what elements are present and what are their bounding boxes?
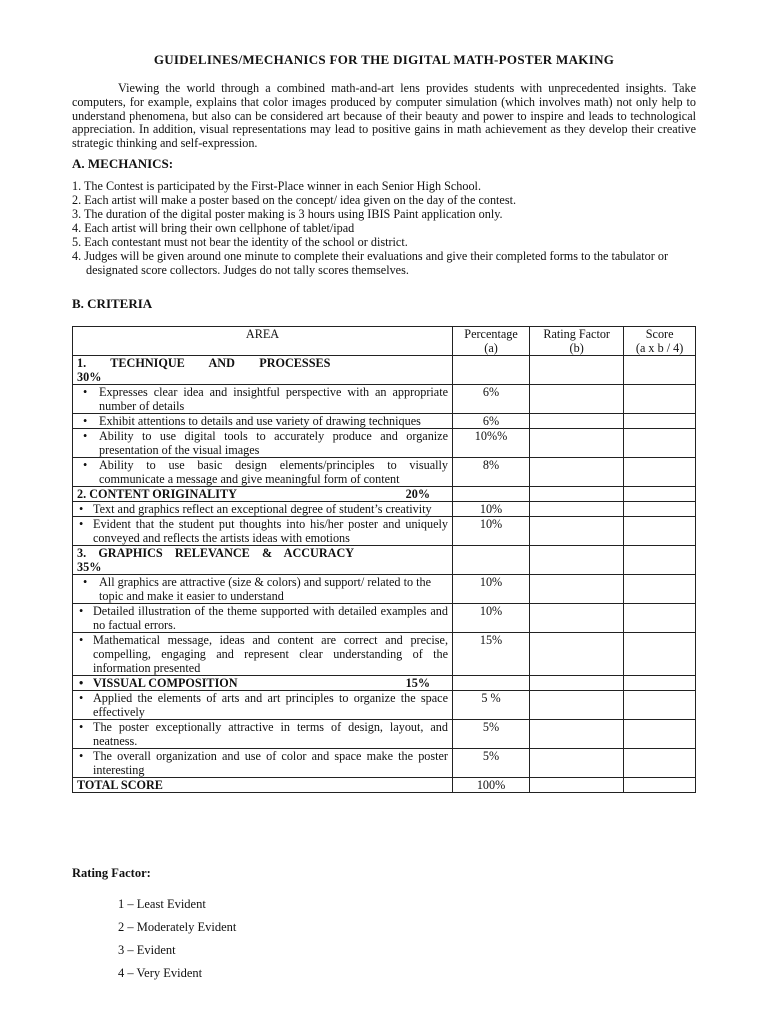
criterion-text: • Evident that the student put thoughts into his/her poster and uniquely conveyed and reflects the artists ideas with emotions — [73, 517, 453, 546]
list-item: 1 – Least Evident — [118, 897, 206, 911]
category-row — [73, 676, 696, 691]
rating-cell — [530, 749, 624, 778]
header-rating-factor: Rating Factor (b) — [530, 327, 624, 356]
criterion-text: • Text and graphics reflect an exceptional degree of student’s creativity — [73, 502, 453, 517]
list-item: 4. Each artist will bring their own cellphone of tablet/ipad — [72, 221, 355, 235]
criterion-text: • Exhibit attentions to details and use variety of drawing techniques — [73, 414, 453, 429]
table-row — [73, 385, 696, 414]
criterion-percentage: 5% — [453, 720, 530, 749]
criterion-percentage: 10% — [453, 517, 530, 546]
total-row — [73, 778, 696, 793]
section-heading-criteria: B. CRITERIA — [72, 296, 153, 311]
rating-cell — [530, 633, 624, 676]
criteria-table — [72, 326, 696, 793]
table-row — [73, 720, 696, 749]
table-row — [73, 414, 696, 429]
table-row — [73, 691, 696, 720]
category-row — [73, 546, 696, 575]
table-row — [73, 604, 696, 633]
rating-factor-heading: Rating Factor: — [72, 866, 151, 880]
rating-cell — [530, 575, 624, 604]
list-item: 4. Judges will be given around one minute to complete their evaluations and give their completed forms to the tabulator or designated score collectors. Judges do not tally scores themselves. — [72, 249, 669, 277]
criterion-text: • Detailed illustration of the theme supported with detailed examples and no factual errors. — [73, 604, 453, 633]
criterion-percentage: 10% — [453, 575, 530, 604]
criterion-percentage: 5 % — [453, 691, 530, 720]
criterion-text: • Mathematical message, ideas and content are correct and precise, compelling, engaging and represent clear understanding of the information presented — [73, 633, 453, 676]
mechanics-list — [72, 179, 696, 277]
rating-cell — [530, 691, 624, 720]
category-title: 2. CONTENT ORIGINALITY 20% — [73, 487, 453, 502]
score-cell — [624, 385, 696, 414]
score-cell — [624, 604, 696, 633]
list-item: 2. Each artist will make a poster based on the concept/ idea given on the day of the contest. — [72, 193, 517, 207]
total-percentage: 100% — [453, 778, 530, 793]
list-item: 1. The Contest is participated by the First-Place winner in each Senior High School. — [72, 179, 481, 193]
table-row — [73, 517, 696, 546]
criterion-percentage: 8% — [453, 458, 530, 487]
table-row — [73, 575, 696, 604]
criterion-percentage: 15% — [453, 633, 530, 676]
intro-paragraph: Viewing the world through a combined math-and-art lens provides students with unprecedented insights. Take computers, for example, explains that color images produced by computer simulation (which involves math) not only help to understand phenomena, but also can be considered art because of their beauty and power to inspire and leads to technological appreciation. In addition, visual representations may lead to positive gains in math achievement as they develop their creative strategic thinking and self-expression. — [72, 81, 696, 151]
score-cell — [624, 517, 696, 546]
criterion-percentage: 10% — [453, 604, 530, 633]
criterion-percentage: 6% — [453, 385, 530, 414]
table-row — [73, 429, 696, 458]
table-header-row — [73, 327, 696, 356]
criterion-text: • Expresses clear idea and insightful perspective with an appropriate number of details — [73, 385, 453, 414]
list-item: 5. Each contestant must not bear the identity of the school or district. — [72, 235, 408, 249]
list-item: 2 – Moderately Evident — [118, 920, 237, 934]
criterion-percentage: 6% — [453, 414, 530, 429]
score-cell — [624, 633, 696, 676]
table-row — [73, 502, 696, 517]
list-item: 3. The duration of the digital poster making is 3 hours using IBIS Paint application only. — [72, 207, 503, 221]
list-item: 4 – Very Evident — [118, 966, 203, 980]
table-row — [73, 458, 696, 487]
criterion-percentage: 5% — [453, 749, 530, 778]
criterion-text: • Ability to use basic design elements/principles to visually communicate a message and give meaningful form of content — [73, 458, 453, 487]
page-title: GUIDELINES/MECHANICS FOR THE DIGITAL MATH-POSTER MAKING — [153, 52, 615, 67]
score-cell — [624, 778, 696, 793]
criterion-text: • The poster exceptionally attractive in terms of design, layout, and neatness. — [73, 720, 453, 749]
total-label: TOTAL SCORE — [73, 778, 453, 793]
category-row — [73, 356, 696, 385]
rating-cell — [530, 720, 624, 749]
header-percentage: Percentage (a) — [453, 327, 530, 356]
criterion-text: • All graphics are attractive (size & colors) and support/ related to the topic and make it easier to understand — [73, 575, 453, 604]
score-cell — [624, 691, 696, 720]
score-cell — [624, 720, 696, 749]
rating-cell — [530, 429, 624, 458]
rating-cell — [530, 385, 624, 414]
table-row — [73, 633, 696, 676]
table-row — [73, 749, 696, 778]
category-title: • VISSUAL COMPOSITION 15% — [73, 676, 453, 691]
score-cell — [624, 502, 696, 517]
category-title: 3. GRAPHICS RELEVANCE & ACCURACY 35% — [73, 546, 453, 575]
header-area: AREA — [73, 327, 453, 356]
criterion-percentage: 10%% — [453, 429, 530, 458]
header-score: Score (a x b / 4) — [624, 327, 696, 356]
list-item: 3 – Evident — [118, 943, 176, 957]
score-cell — [624, 749, 696, 778]
criterion-text: • The overall organization and use of color and space make the poster interesting — [73, 749, 453, 778]
category-title: 1. TECHNIQUE AND PROCESSES 30% — [73, 356, 453, 385]
section-heading-mechanics: A. MECHANICS: — [72, 156, 174, 171]
score-cell — [624, 414, 696, 429]
category-row — [73, 487, 696, 502]
rating-cell — [530, 502, 624, 517]
rating-cell — [530, 414, 624, 429]
criterion-text: • Ability to use digital tools to accurately produce and organize presentation of the visual images — [73, 429, 453, 458]
rating-cell — [530, 458, 624, 487]
rating-cell — [530, 517, 624, 546]
rating-factor-list — [118, 893, 236, 985]
score-cell — [624, 458, 696, 487]
score-cell — [624, 429, 696, 458]
rating-cell — [530, 778, 624, 793]
criterion-percentage: 10% — [453, 502, 530, 517]
rating-cell — [530, 604, 624, 633]
score-cell — [624, 575, 696, 604]
criterion-text: • Applied the elements of arts and art principles to organize the space effectively — [73, 691, 453, 720]
